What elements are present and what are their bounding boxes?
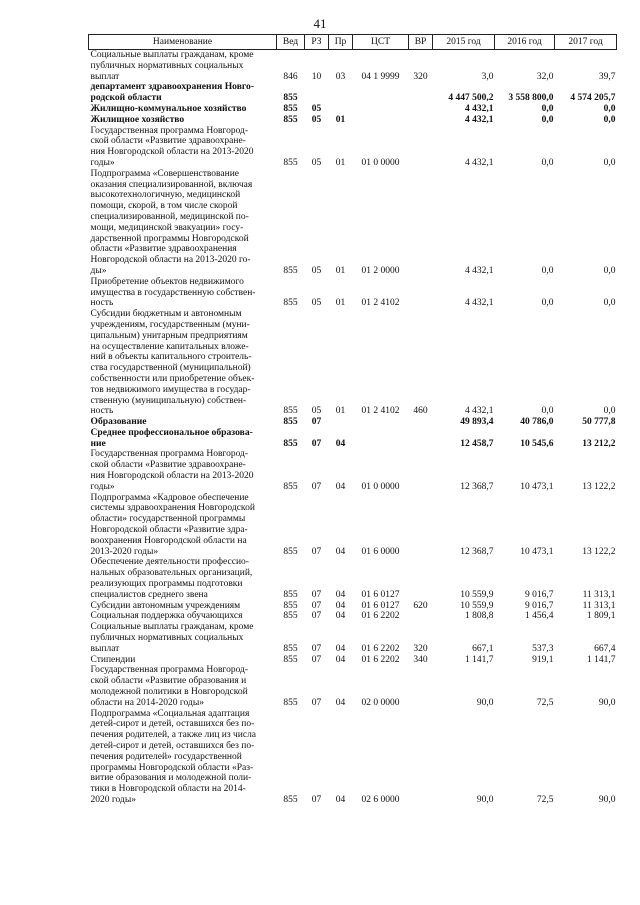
row-rz-cell: [305, 82, 329, 104]
row-vr-cell: 620: [413, 600, 428, 611]
row-cst-cell: 02 6 0000: [361, 794, 400, 805]
row-cst-cell: [353, 428, 409, 450]
row-pr-cell: 04: [335, 697, 346, 708]
row-rz-cell: 07: [311, 546, 322, 557]
row-2017-cell: 90,0: [598, 794, 616, 805]
row-2016-cell: 0,0: [541, 114, 554, 125]
row-rz-cell: 07: [311, 654, 322, 665]
row-name-cell: Среднее профессиональное образова- ние: [90, 426, 253, 449]
row-2017-cell: 4 574 205,7: [570, 93, 616, 104]
row-ved-cell: 855: [283, 157, 298, 168]
row-name-cell: Государственная программа Новгород- ской области «Развитие образования и молодежной политики в Новгородской области на 2014-2020 годы»: [90, 665, 249, 708]
row-2017-cell: 90,0: [598, 697, 616, 708]
column-header: Пр: [329, 35, 353, 50]
row-2017-cell: 667,4: [594, 643, 616, 654]
row-cst-cell: 01 6 0127: [361, 589, 400, 600]
row-ved-cell: 855: [283, 611, 298, 622]
row-name-cell: Подпрограмма «Совершенствование оказания специализированной, включая высокотехнологичную, медицинской помощи, скорой, в том числе скорой специализированной, медицинской по- мощи, медицинской эвакуации» госу- дарственной программы Новгородской области «Развитие здравоохранения Новгородской области на 2013-2020 го- ды»: [90, 168, 253, 276]
row-name-cell: Подпрограмма «Кадровое обеспечение системы здравоохранения Новгородской области» государственной программы Новгородской области «Развитие здра- воохранения Новгородской области на 2013-2020 годы»: [90, 492, 255, 557]
row-2015-cell: 4 432,1: [465, 157, 494, 168]
row-2017-cell: 0,0: [603, 114, 616, 125]
column-header: 2016 год: [495, 35, 555, 50]
row-2017-cell: 13 212,2: [582, 438, 616, 449]
row-rz-cell: 05: [311, 157, 322, 168]
row-vr-cell: [409, 611, 433, 622]
row-rz-cell: 05: [311, 265, 322, 276]
row-cst-cell: 01 2 4102: [361, 298, 400, 309]
row-2015-cell: 667,1: [472, 643, 494, 654]
row-pr-cell: 03: [335, 71, 346, 82]
row-ved-cell: 855: [283, 93, 298, 104]
row-2015-cell: 49 893,4: [460, 417, 494, 428]
row-2016-cell: 0,0: [541, 406, 554, 417]
row-2016-cell: 40 786,0: [520, 417, 554, 428]
row-rz-cell: 07: [311, 794, 322, 805]
row-pr-cell: 04: [335, 589, 346, 600]
row-2015-cell: 1 141,7: [465, 654, 494, 665]
row-pr-cell: [329, 82, 353, 104]
row-2015-cell: 90,0: [476, 697, 494, 708]
row-vr-cell: [409, 449, 433, 492]
row-pr-cell: 04: [335, 600, 346, 611]
row-vr-cell: [409, 82, 433, 104]
row-pr-cell: [329, 417, 353, 428]
row-ved-cell: 855: [283, 481, 298, 492]
row-cst-cell: 01 0 0000: [361, 157, 400, 168]
row-2017-cell: 50 777,8: [582, 417, 616, 428]
row-vr-cell: [409, 417, 433, 428]
row-2016-cell: 537,3: [532, 643, 554, 654]
row-ved-cell: 855: [283, 654, 298, 665]
row-name-cell: департамент здравоохранения Новго- родской области: [90, 81, 255, 104]
row-2017-cell: 0,0: [603, 157, 616, 168]
row-pr-cell: 04: [335, 794, 346, 805]
row-cst-cell: 01 6 2202: [361, 611, 400, 622]
table-row: [89, 82, 617, 104]
table-row: [89, 557, 617, 600]
row-2015-cell: 4 447 500,2: [448, 93, 494, 104]
column-header: ЦСТ: [353, 35, 409, 50]
row-ved-cell: 855: [283, 600, 298, 611]
row-2015-cell: 10 559,9: [460, 600, 494, 611]
table-row: [89, 115, 617, 126]
row-2017-cell: 11 313,1: [582, 600, 616, 611]
row-pr-cell: 04: [335, 654, 346, 665]
row-cst-cell: [353, 417, 409, 428]
row-2017-cell: 0,0: [603, 406, 616, 417]
row-2015-cell: 90,0: [476, 794, 494, 805]
row-2016-cell: 9 016,7: [525, 589, 554, 600]
table-row: [89, 428, 617, 450]
row-2015-cell: 4 432,1: [465, 298, 494, 309]
row-2015-cell: 1 808,8: [465, 611, 494, 622]
row-2017-cell: 13 122,2: [582, 546, 616, 557]
budget-table: [88, 34, 617, 806]
row-ved-cell: 855: [283, 643, 298, 654]
row-2016-cell: 32,0: [536, 71, 554, 82]
row-rz-cell: 07: [311, 417, 322, 428]
row-rz-cell: 07: [311, 438, 322, 449]
row-vr-cell: [409, 115, 433, 126]
row-name-cell: Государственная программа Новгород- ской области «Развитие здравоохране- ния Новгородской области на 2013-2020 годы»: [90, 449, 254, 492]
row-2016-cell: 9 016,7: [525, 600, 554, 611]
row-2016-cell: 1 456,4: [525, 611, 554, 622]
row-cst-cell: 01 6 2202: [361, 654, 400, 665]
row-name-cell: Социальная поддержка обучающихся: [90, 611, 243, 622]
row-pr-cell: 01: [335, 298, 346, 309]
row-name-cell: Социальные выплаты гражданам, кроме публичных нормативных социальных выплат: [90, 50, 254, 82]
table-row: [89, 449, 617, 492]
table-row: [89, 622, 617, 654]
row-2015-cell: 4 432,1: [465, 103, 494, 114]
row-2015-cell: 4 432,1: [465, 265, 494, 276]
row-ved-cell: 855: [283, 265, 298, 276]
row-vr-cell: [409, 557, 433, 600]
row-2017-cell: 0,0: [603, 103, 616, 114]
row-ved-cell: 855: [283, 298, 298, 309]
row-vr-cell: [409, 277, 433, 309]
row-ved-cell: 855: [283, 114, 298, 125]
table-row: [89, 709, 617, 806]
row-name-cell: Государственная программа Новгород- ской области «Развитие здравоохране- ния Новгородской области на 2013-2020 годы»: [90, 125, 254, 168]
page-number: 41: [313, 16, 327, 31]
row-rz-cell: 10: [311, 71, 322, 82]
row-vr-cell: 340: [413, 654, 428, 665]
row-pr-cell: 04: [335, 643, 346, 654]
row-2017-cell: 11 313,1: [582, 589, 616, 600]
row-rz-cell: 07: [311, 643, 322, 654]
row-vr-cell: 320: [413, 643, 428, 654]
table-row: [89, 50, 617, 83]
row-2015-cell: 4 432,1: [465, 114, 494, 125]
row-name-cell: Приобретение объектов недвижимого имущества в государственную собствен- ность: [90, 276, 256, 309]
row-pr-cell: 01: [335, 114, 346, 125]
row-ved-cell: 855: [283, 697, 298, 708]
table-row: [89, 665, 617, 708]
row-rz-cell: 07: [311, 589, 322, 600]
row-2016-cell: 0,0: [541, 265, 554, 276]
row-rz-cell: 07: [311, 611, 322, 622]
row-2015-cell: 12 368,7: [460, 481, 494, 492]
table-row: [89, 493, 617, 558]
row-2016-cell: 10 545,6: [520, 438, 554, 449]
row-cst-cell: 01 6 0127: [361, 600, 400, 611]
table-row: [89, 655, 617, 666]
row-rz-cell: 07: [311, 481, 322, 492]
row-cst-cell: [353, 115, 409, 126]
row-vr-cell: 320: [413, 71, 428, 82]
row-2015-cell: 4 432,1: [465, 406, 494, 417]
row-vr-cell: [409, 126, 433, 169]
row-name-cell: Жилищно-коммунальное хозяйство: [90, 102, 247, 114]
row-2016-cell: 0,0: [541, 103, 554, 114]
row-vr-cell: [409, 709, 433, 806]
row-2017-cell: 0,0: [603, 298, 616, 309]
row-2017-cell: 1 809,1: [587, 611, 616, 622]
row-cst-cell: [353, 104, 409, 115]
row-rz-cell: 05: [311, 114, 322, 125]
table-row: [89, 611, 617, 622]
column-header: 2015 год: [433, 35, 495, 50]
row-vr-cell: [409, 169, 433, 277]
row-name-cell: Субсидии автономным учреждениям: [90, 600, 241, 611]
row-cst-cell: 01 2 0000: [361, 265, 400, 276]
row-2016-cell: 0,0: [541, 298, 554, 309]
row-pr-cell: 04: [335, 611, 346, 622]
row-rz-cell: 05: [311, 406, 322, 417]
row-ved-cell: 855: [283, 406, 298, 417]
row-pr-cell: 04: [335, 481, 346, 492]
row-pr-cell: 01: [335, 157, 346, 168]
column-header: Вед: [277, 35, 305, 50]
row-pr-cell: 04: [335, 438, 346, 449]
row-name-cell: Обеспечение деятельности профессио- нальных образовательных организаций, реализующих программы подготовки специалистов среднего звена: [90, 557, 253, 600]
row-2016-cell: 0,0: [541, 157, 554, 168]
row-2016-cell: 72,5: [536, 794, 554, 805]
row-name-cell: Субсидии бюджетным и автономным учреждениям, государственным (муни- ципальным) унитарным предприятиям на осуществление капитальных вложе- ний в объекты капитального строитель- ства государственной (муниципальной) собственности или приобретение объек- тов недвижимого имущества в государ- ственную (муниципальную) собствен- ность: [90, 309, 255, 417]
row-name-cell: Образование: [90, 416, 147, 428]
row-vr-cell: [409, 104, 433, 115]
table-row: [89, 169, 617, 277]
row-name-cell: Стипендии: [90, 654, 136, 665]
row-ved-cell: 855: [283, 438, 298, 449]
table-row: [89, 126, 617, 169]
row-2017-cell: 13 122,2: [582, 481, 616, 492]
column-header: РЗ: [305, 35, 329, 50]
row-pr-cell: 01: [335, 265, 346, 276]
row-ved-cell: 855: [283, 103, 298, 114]
row-2015-cell: 10 559,9: [460, 589, 494, 600]
table-body: [89, 50, 617, 806]
row-vr-cell: [409, 665, 433, 708]
row-name-cell: Подпрограмма «Социальная адаптация детей-сирот и детей, оставшихся без по- печения родителей, а также лиц из числа детей-сирот и детей, оставшихся без по- печения родителей» государственной программы Новгородской области «Раз- витие образования и молодежной поли- тики в Новгородской области на 2014- 2020 годы»: [90, 708, 257, 805]
row-2017-cell: 0,0: [603, 265, 616, 276]
row-rz-cell: 07: [311, 600, 322, 611]
row-2017-cell: 1 141,7: [587, 654, 616, 665]
row-2016-cell: 919,1: [532, 654, 554, 665]
row-vr-cell: [409, 493, 433, 558]
table-row: [89, 309, 617, 417]
row-ved-cell: 846: [283, 71, 298, 82]
row-2015-cell: 3,0: [481, 71, 494, 82]
row-vr-cell: 460: [413, 406, 428, 417]
row-cst-cell: 02 0 0000: [361, 697, 400, 708]
row-cst-cell: 01 6 0000: [361, 546, 400, 557]
row-rz-cell: 07: [311, 697, 322, 708]
row-pr-cell: 01: [335, 406, 346, 417]
table-row: [89, 601, 617, 612]
row-2016-cell: 10 473,1: [520, 546, 554, 557]
row-pr-cell: 04: [335, 546, 346, 557]
row-cst-cell: 01 6 2202: [361, 643, 400, 654]
row-2015-cell: 12 368,7: [460, 546, 494, 557]
table-header-row: [89, 35, 617, 50]
table-row: [89, 277, 617, 309]
row-cst-cell: 01 2 4102: [361, 406, 400, 417]
row-ved-cell: 855: [283, 589, 298, 600]
row-pr-cell: [329, 104, 353, 115]
row-cst-cell: 04 1 9999: [361, 71, 400, 82]
row-2016-cell: 3 558 800,0: [508, 93, 554, 104]
row-2015-cell: 12 458,7: [460, 438, 494, 449]
row-name-cell: Социальные выплаты гражданам, кроме публичных нормативных социальных выплат: [90, 622, 254, 654]
row-ved-cell: 855: [283, 546, 298, 557]
row-2016-cell: 72,5: [536, 697, 554, 708]
row-cst-cell: 01 0 0000: [361, 481, 400, 492]
column-header: ВР: [409, 35, 433, 50]
row-rz-cell: 05: [311, 103, 322, 114]
row-name-cell: Жилищное хозяйство: [90, 113, 185, 125]
row-ved-cell: 855: [283, 417, 298, 428]
row-cst-cell: [353, 82, 409, 104]
row-rz-cell: 05: [311, 298, 322, 309]
column-header: 2017 год: [555, 35, 617, 50]
row-2016-cell: 10 473,1: [520, 481, 554, 492]
column-header: Наименование: [89, 35, 277, 50]
row-ved-cell: 855: [283, 794, 298, 805]
row-vr-cell: [409, 428, 433, 450]
row-2017-cell: 39,7: [598, 71, 616, 82]
